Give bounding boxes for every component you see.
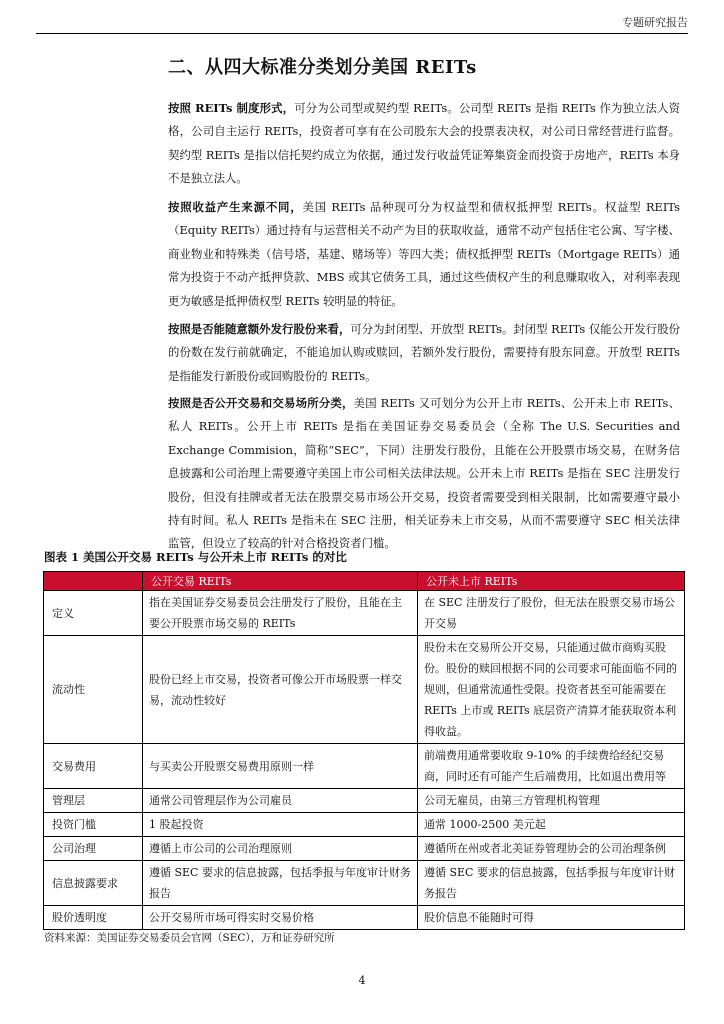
paragraph-text: 可分为封闭型、开放型 REITs。封闭型 REITs 仅能公开发行股份的份数在发行前就确定，不能追加认购或赎回，若额外发行股份，需要持有股东同意。开放型 REITs 是指能发行新股份或回购股份的 REITs。 bbox=[168, 322, 680, 383]
table-row bbox=[44, 813, 685, 837]
unlisted-cell: 股份未在交易所公开交易，只能通过做市商购买股份。股份的赎回根据不同的公司要求可能面临不同的规则，但通常流通性受限。投资者甚至可能需要在 REITs 上市或 REITs 底层资产清算才能获取资本利得收益。 bbox=[418, 636, 685, 744]
paragraph-lead: 按照是否能随意额外发行股份来看， bbox=[168, 322, 351, 336]
row-label: 投资门槛 bbox=[44, 813, 143, 837]
unlisted-cell: 股价信息不能随时可得 bbox=[418, 906, 685, 930]
unlisted-cell: 公司无雇员，由第三方管理机构管理 bbox=[418, 789, 685, 813]
listed-cell: 1 股起投资 bbox=[143, 813, 418, 837]
header-divider bbox=[36, 33, 688, 34]
table-row bbox=[44, 837, 685, 861]
report-header-label: 专题研究报告 bbox=[622, 16, 688, 29]
row-label: 管理层 bbox=[44, 789, 143, 813]
page-number: 4 bbox=[358, 974, 366, 987]
table-row bbox=[44, 744, 685, 789]
table-row bbox=[44, 591, 685, 636]
listed-cell: 与买卖公开股票交易费用原则一样 bbox=[143, 744, 418, 789]
listed-cell: 公开交易所市场可得实时交易价格 bbox=[143, 906, 418, 930]
table-row bbox=[44, 906, 685, 930]
unlisted-cell: 前端费用通常要收取 9-10% 的手续费给经纪交易商，同时还有可能产生后端费用，比如退出费用等 bbox=[418, 744, 685, 789]
paragraph-text: 美国 REITs 品种现可分为权益型和债权抵押型 REITs。权益型 REITs（Equity REITs）通过持有与运营相关不动产为目的获取收益，通常不动产包括住宅公寓、写字楼、商业物业和特殊类（信号塔，基建、赌场等）等四大类；债权抵押型 REITs（Mortgage REITs）通常为投资于不动产抵押贷款、MBS 或其它债务工具，通过这些债权产生的利息赚取收入，对利率表现更为敏感是抵押债权型 REITs 较明显的特征。 bbox=[168, 200, 680, 308]
listed-cell: 指在美国证券交易委员会注册发行了股份，且能在主要公开股票市场交易的 REITs bbox=[143, 591, 418, 636]
listed-cell: 通常公司管理层作为公司雇员 bbox=[143, 789, 418, 813]
section-title: 二、从四大标准分类划分美国 REITs bbox=[168, 57, 477, 78]
paragraph-trading-venue bbox=[168, 392, 680, 556]
paragraph-institutional-form bbox=[168, 97, 680, 191]
paragraph-text: 美国 REITs 又可划分为公开上市 REITs、公开未上市 REITs、私人 REITs。公开上市 REITs 是指在美国证券交易委员会（全称 The U.S. Securities and Exchange Commision，简称“SEC”，下同）注册发行股份，且能在公开股票市场交易，在财务信息披露和公司治理上需要遵守美国上市公司相关法律法规。公开未上市 REITs 是指在 SEC 注册发行股份，但没有挂牌或者无法在股票交易市场公开交易，投资者需要受到相关限制，比如需要遵守最小持有时间。私人 REITs 是指未在 SEC 注册，相关证券未上市交易，从而不需要遵守 SEC 相关法律监管，但设立了较高的针对合格投资者门槛。 bbox=[168, 396, 680, 551]
row-label: 公司治理 bbox=[44, 837, 143, 861]
listed-cell: 遵循 SEC 要求的信息披露，包括季报与年度审计财务报告 bbox=[143, 861, 418, 906]
paragraph-share-issuance bbox=[168, 318, 680, 388]
unlisted-cell: 通常 1000-2500 美元起 bbox=[418, 813, 685, 837]
row-label: 股价透明度 bbox=[44, 906, 143, 930]
row-label: 定义 bbox=[44, 591, 143, 636]
paragraph-lead: 按照是否公开交易和交易场所分类， bbox=[168, 396, 354, 410]
row-label: 信息披露要求 bbox=[44, 861, 143, 906]
listed-cell: 股份已经上市交易，投资者可像公开市场股票一样交易，流动性较好 bbox=[143, 636, 418, 744]
row-label: 流动性 bbox=[44, 636, 143, 744]
table-header-row bbox=[44, 572, 685, 591]
comparison-table bbox=[43, 571, 685, 930]
paragraph-lead: 按照 REITs 制度形式， bbox=[168, 101, 295, 115]
table-header-empty bbox=[44, 572, 143, 591]
row-label: 交易费用 bbox=[44, 744, 143, 789]
table-row bbox=[44, 636, 685, 744]
table-header-unlisted: 公开未上市 REITs bbox=[418, 572, 685, 591]
unlisted-cell: 遵循所在州或者北美证券管理协会的公司治理条例 bbox=[418, 837, 685, 861]
unlisted-cell: 在 SEC 注册发行了股份，但无法在股票交易市场公开交易 bbox=[418, 591, 685, 636]
listed-cell: 遵循上市公司的公司治理原则 bbox=[143, 837, 418, 861]
figure-title: 图表 1 美国公开交易 REITs 与公开未上市 REITs 的对比 bbox=[44, 550, 347, 564]
figure-source: 资料来源：美国证券交易委员会官网（SEC），万和证券研究所 bbox=[44, 932, 335, 944]
table-row bbox=[44, 861, 685, 906]
paragraph-income-source bbox=[168, 196, 680, 313]
paragraph-text: 可分为公司型或契约型 REITs。公司型 REITs 是指 REITs 作为独立法人资格，公司自主运行 REITs，投资者可享有在公司股东大会的投票表决权，对公司日常经营进行监督。契约型 REITs 是指以信托契约成立为依据，通过发行收益凭证筹集资金而投资于房地产，REITs 本身不是独立法人。 bbox=[168, 101, 680, 186]
table-header-listed: 公开交易 REITs bbox=[143, 572, 418, 591]
table-row bbox=[44, 789, 685, 813]
paragraph-lead: 按照收益产生来源不同， bbox=[168, 200, 303, 214]
unlisted-cell: 遵循 SEC 要求的信息披露，包括季报与年度审计财务报告 bbox=[418, 861, 685, 906]
